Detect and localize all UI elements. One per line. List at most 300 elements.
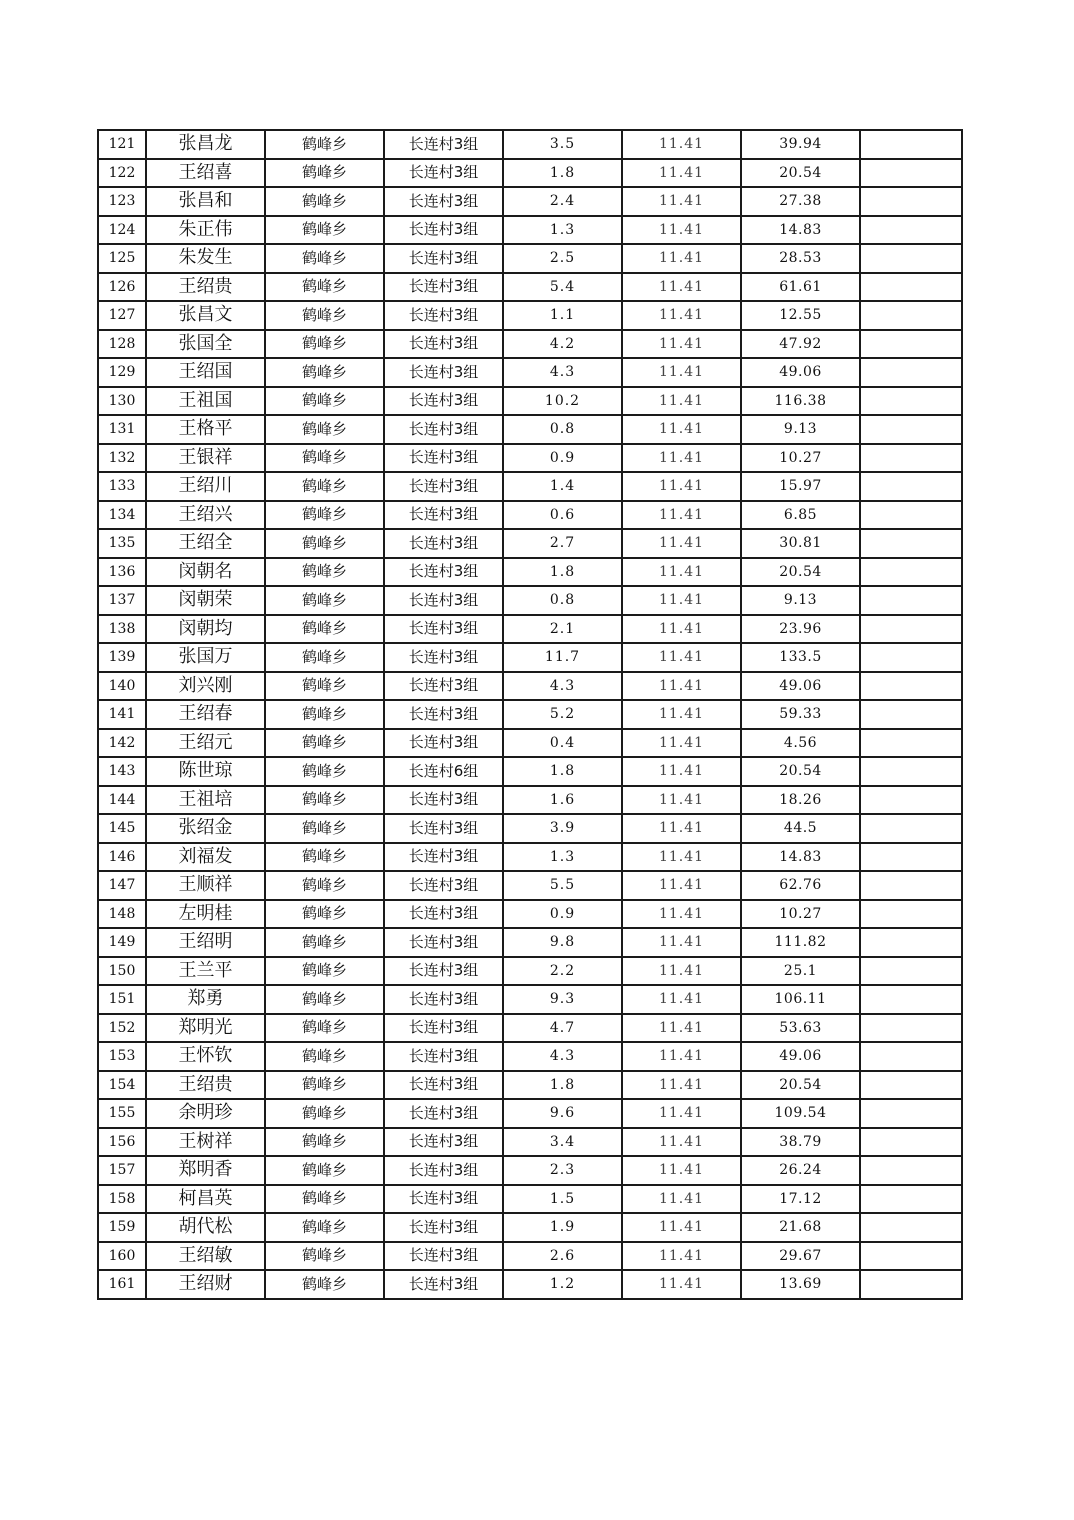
note-cell	[860, 1014, 962, 1043]
area-cell: 3.5	[503, 130, 622, 159]
rate-cell: 11.41	[622, 159, 741, 188]
area-cell: 4.7	[503, 1014, 622, 1043]
row-number-cell: 147	[98, 871, 146, 900]
amount-cell: 53.63	[741, 1014, 860, 1043]
village-group-cell: 长连村3组	[384, 273, 503, 302]
amount-cell: 20.54	[741, 159, 860, 188]
village-group-cell: 长连村3组	[384, 216, 503, 245]
village-group-cell: 长连村3组	[384, 643, 503, 672]
note-cell	[860, 1213, 962, 1242]
village-group-cell: 长连村3组	[384, 244, 503, 273]
row-number-cell: 146	[98, 843, 146, 872]
rate-cell: 11.41	[622, 928, 741, 957]
area-cell: 0.9	[503, 444, 622, 473]
name-cell: 闵朝均	[146, 615, 265, 644]
amount-cell: 47.92	[741, 330, 860, 359]
row-number-cell: 143	[98, 757, 146, 786]
village-group-cell: 长连村3组	[384, 1042, 503, 1071]
area-cell: 4.2	[503, 330, 622, 359]
village-group-cell: 长连村3组	[384, 301, 503, 330]
township-cell: 鹤峰乡	[265, 130, 384, 159]
area-cell: 0.4	[503, 729, 622, 758]
village-group-cell: 长连村3组	[384, 615, 503, 644]
area-cell: 1.3	[503, 216, 622, 245]
township-cell: 鹤峰乡	[265, 900, 384, 929]
note-cell	[860, 529, 962, 558]
area-cell: 1.8	[503, 558, 622, 587]
township-cell: 鹤峰乡	[265, 529, 384, 558]
area-cell: 1.3	[503, 843, 622, 872]
rate-cell: 11.41	[622, 130, 741, 159]
row-number-cell: 144	[98, 786, 146, 815]
township-cell: 鹤峰乡	[265, 1213, 384, 1242]
note-cell	[860, 1185, 962, 1214]
village-group-cell: 长连村3组	[384, 501, 503, 530]
row-number-cell: 153	[98, 1042, 146, 1071]
area-cell: 9.3	[503, 985, 622, 1014]
village-group-cell: 长连村3组	[384, 130, 503, 159]
name-cell: 张昌龙	[146, 130, 265, 159]
name-cell: 郑明香	[146, 1156, 265, 1185]
rate-cell: 11.41	[622, 1014, 741, 1043]
township-cell: 鹤峰乡	[265, 1156, 384, 1185]
table-row	[98, 786, 962, 815]
row-number-cell: 142	[98, 729, 146, 758]
amount-cell: 28.53	[741, 244, 860, 273]
table-row	[98, 244, 962, 273]
area-cell: 4.3	[503, 1042, 622, 1071]
note-cell	[860, 700, 962, 729]
note-cell	[860, 130, 962, 159]
table-row	[98, 1242, 962, 1271]
area-cell: 10.2	[503, 387, 622, 416]
rate-cell: 11.41	[622, 985, 741, 1014]
village-group-cell: 长连村3组	[384, 330, 503, 359]
amount-cell: 9.13	[741, 586, 860, 615]
table-row	[98, 1185, 962, 1214]
village-group-cell: 长连村3组	[384, 1071, 503, 1100]
note-cell	[860, 159, 962, 188]
amount-cell: 13.69	[741, 1270, 860, 1299]
table-row	[98, 301, 962, 330]
name-cell: 王绍贵	[146, 273, 265, 302]
table-body	[98, 130, 962, 1299]
area-cell: 3.9	[503, 814, 622, 843]
table-row	[98, 472, 962, 501]
village-group-cell: 长连村3组	[384, 900, 503, 929]
rate-cell: 11.41	[622, 358, 741, 387]
name-cell: 郑勇	[146, 985, 265, 1014]
village-group-cell: 长连村3组	[384, 729, 503, 758]
township-cell: 鹤峰乡	[265, 330, 384, 359]
township-cell: 鹤峰乡	[265, 757, 384, 786]
area-cell: 1.6	[503, 786, 622, 815]
name-cell: 王怀钦	[146, 1042, 265, 1071]
township-cell: 鹤峰乡	[265, 187, 384, 216]
amount-cell: 44.5	[741, 814, 860, 843]
note-cell	[860, 900, 962, 929]
note-cell	[860, 786, 962, 815]
amount-cell: 15.97	[741, 472, 860, 501]
row-number-cell: 130	[98, 387, 146, 416]
amount-cell: 39.94	[741, 130, 860, 159]
area-cell: 1.8	[503, 757, 622, 786]
row-number-cell: 156	[98, 1128, 146, 1157]
amount-cell: 61.61	[741, 273, 860, 302]
name-cell: 王绍全	[146, 529, 265, 558]
note-cell	[860, 871, 962, 900]
rate-cell: 11.41	[622, 558, 741, 587]
note-cell	[860, 1156, 962, 1185]
name-cell: 余明珍	[146, 1099, 265, 1128]
township-cell: 鹤峰乡	[265, 586, 384, 615]
name-cell: 朱正伟	[146, 216, 265, 245]
village-group-cell: 长连村3组	[384, 957, 503, 986]
amount-cell: 18.26	[741, 786, 860, 815]
note-cell	[860, 387, 962, 416]
amount-cell: 49.06	[741, 358, 860, 387]
township-cell: 鹤峰乡	[265, 358, 384, 387]
amount-cell: 26.24	[741, 1156, 860, 1185]
township-cell: 鹤峰乡	[265, 843, 384, 872]
township-cell: 鹤峰乡	[265, 1071, 384, 1100]
rate-cell: 11.41	[622, 330, 741, 359]
rate-cell: 11.41	[622, 586, 741, 615]
area-cell: 1.4	[503, 472, 622, 501]
village-group-cell: 长连村3组	[384, 586, 503, 615]
village-group-cell: 长连村3组	[384, 672, 503, 701]
township-cell: 鹤峰乡	[265, 1270, 384, 1299]
amount-cell: 4.56	[741, 729, 860, 758]
area-cell: 5.5	[503, 871, 622, 900]
note-cell	[860, 814, 962, 843]
area-cell: 9.8	[503, 928, 622, 957]
village-group-cell: 长连村3组	[384, 387, 503, 416]
village-group-cell: 长连村3组	[384, 1156, 503, 1185]
amount-cell: 25.1	[741, 957, 860, 986]
name-cell: 左明桂	[146, 900, 265, 929]
township-cell: 鹤峰乡	[265, 672, 384, 701]
table-row	[98, 130, 962, 159]
area-cell: 1.8	[503, 159, 622, 188]
table-row	[98, 985, 962, 1014]
area-cell: 9.6	[503, 1099, 622, 1128]
rate-cell: 11.41	[622, 643, 741, 672]
row-number-cell: 155	[98, 1099, 146, 1128]
name-cell: 张昌文	[146, 301, 265, 330]
note-cell	[860, 501, 962, 530]
name-cell: 王绍明	[146, 928, 265, 957]
township-cell: 鹤峰乡	[265, 444, 384, 473]
village-group-cell: 长连村3组	[384, 415, 503, 444]
amount-cell: 20.54	[741, 1071, 860, 1100]
area-cell: 11.7	[503, 643, 622, 672]
township-cell: 鹤峰乡	[265, 387, 384, 416]
village-group-cell: 长连村3组	[384, 1014, 503, 1043]
name-cell: 王绍喜	[146, 159, 265, 188]
row-number-cell: 151	[98, 985, 146, 1014]
village-group-cell: 长连村3组	[384, 159, 503, 188]
row-number-cell: 123	[98, 187, 146, 216]
township-cell: 鹤峰乡	[265, 1185, 384, 1214]
name-cell: 柯昌英	[146, 1185, 265, 1214]
rate-cell: 11.41	[622, 700, 741, 729]
rate-cell: 11.41	[622, 843, 741, 872]
amount-cell: 9.13	[741, 415, 860, 444]
area-cell: 2.1	[503, 615, 622, 644]
note-cell	[860, 472, 962, 501]
rate-cell: 11.41	[622, 1042, 741, 1071]
rate-cell: 11.41	[622, 871, 741, 900]
rate-cell: 11.41	[622, 529, 741, 558]
row-number-cell: 160	[98, 1242, 146, 1271]
rate-cell: 11.41	[622, 1185, 741, 1214]
rate-cell: 11.41	[622, 501, 741, 530]
table-row	[98, 159, 962, 188]
note-cell	[860, 444, 962, 473]
name-cell: 王祖培	[146, 786, 265, 815]
township-cell: 鹤峰乡	[265, 814, 384, 843]
amount-cell: 133.5	[741, 643, 860, 672]
name-cell: 王绍贵	[146, 1071, 265, 1100]
table-row	[98, 558, 962, 587]
row-number-cell: 161	[98, 1270, 146, 1299]
amount-cell: 10.27	[741, 444, 860, 473]
rate-cell: 11.41	[622, 1213, 741, 1242]
row-number-cell: 128	[98, 330, 146, 359]
rate-cell: 11.41	[622, 957, 741, 986]
township-cell: 鹤峰乡	[265, 871, 384, 900]
note-cell	[860, 1128, 962, 1157]
note-cell	[860, 301, 962, 330]
table-row	[98, 957, 962, 986]
village-group-cell: 长连村3组	[384, 472, 503, 501]
row-number-cell: 131	[98, 415, 146, 444]
row-number-cell: 134	[98, 501, 146, 530]
name-cell: 王绍元	[146, 729, 265, 758]
amount-cell: 20.54	[741, 757, 860, 786]
area-cell: 2.7	[503, 529, 622, 558]
rate-cell: 11.41	[622, 1242, 741, 1271]
area-cell: 4.3	[503, 672, 622, 701]
row-number-cell: 149	[98, 928, 146, 957]
area-cell: 2.4	[503, 187, 622, 216]
area-cell: 2.3	[503, 1156, 622, 1185]
table-row	[98, 615, 962, 644]
table-row	[98, 1213, 962, 1242]
subsidy-table	[97, 129, 963, 1300]
village-group-cell: 长连村3组	[384, 928, 503, 957]
amount-cell: 10.27	[741, 900, 860, 929]
village-group-cell: 长连村3组	[384, 786, 503, 815]
name-cell: 胡代松	[146, 1213, 265, 1242]
area-cell: 1.5	[503, 1185, 622, 1214]
area-cell: 2.2	[503, 957, 622, 986]
row-number-cell: 148	[98, 900, 146, 929]
township-cell: 鹤峰乡	[265, 501, 384, 530]
table-row	[98, 1071, 962, 1100]
table-row	[98, 415, 962, 444]
township-cell: 鹤峰乡	[265, 700, 384, 729]
note-cell	[860, 216, 962, 245]
table-row	[98, 643, 962, 672]
note-cell	[860, 672, 962, 701]
rate-cell: 11.41	[622, 273, 741, 302]
township-cell: 鹤峰乡	[265, 273, 384, 302]
village-group-cell: 长连村3组	[384, 529, 503, 558]
row-number-cell: 126	[98, 273, 146, 302]
township-cell: 鹤峰乡	[265, 1242, 384, 1271]
table-row	[98, 1014, 962, 1043]
area-cell: 5.2	[503, 700, 622, 729]
rate-cell: 11.41	[622, 387, 741, 416]
name-cell: 闵朝荣	[146, 586, 265, 615]
note-cell	[860, 1242, 962, 1271]
village-group-cell: 长连村3组	[384, 1099, 503, 1128]
village-group-cell: 长连村3组	[384, 444, 503, 473]
name-cell: 张国全	[146, 330, 265, 359]
table-row	[98, 1128, 962, 1157]
rate-cell: 11.41	[622, 301, 741, 330]
rate-cell: 11.41	[622, 615, 741, 644]
note-cell	[860, 1270, 962, 1299]
amount-cell: 17.12	[741, 1185, 860, 1214]
township-cell: 鹤峰乡	[265, 957, 384, 986]
rate-cell: 11.41	[622, 1128, 741, 1157]
village-group-cell: 长连村3组	[384, 843, 503, 872]
row-number-cell: 137	[98, 586, 146, 615]
table-row	[98, 529, 962, 558]
township-cell: 鹤峰乡	[265, 786, 384, 815]
township-cell: 鹤峰乡	[265, 1014, 384, 1043]
township-cell: 鹤峰乡	[265, 1042, 384, 1071]
row-number-cell: 133	[98, 472, 146, 501]
note-cell	[860, 415, 962, 444]
area-cell: 1.1	[503, 301, 622, 330]
table-row	[98, 814, 962, 843]
name-cell: 闵朝名	[146, 558, 265, 587]
rate-cell: 11.41	[622, 900, 741, 929]
name-cell: 王绍春	[146, 700, 265, 729]
township-cell: 鹤峰乡	[265, 985, 384, 1014]
township-cell: 鹤峰乡	[265, 1128, 384, 1157]
row-number-cell: 125	[98, 244, 146, 273]
row-number-cell: 158	[98, 1185, 146, 1214]
rate-cell: 11.41	[622, 1071, 741, 1100]
area-cell: 2.6	[503, 1242, 622, 1271]
table-row	[98, 501, 962, 530]
row-number-cell: 145	[98, 814, 146, 843]
row-number-cell: 154	[98, 1071, 146, 1100]
area-cell: 1.8	[503, 1071, 622, 1100]
area-cell: 0.8	[503, 586, 622, 615]
table-row	[98, 1042, 962, 1071]
table-row	[98, 1270, 962, 1299]
table-row	[98, 330, 962, 359]
rate-cell: 11.41	[622, 216, 741, 245]
name-cell: 刘福发	[146, 843, 265, 872]
amount-cell: 23.96	[741, 615, 860, 644]
name-cell: 王银祥	[146, 444, 265, 473]
village-group-cell: 长连村3组	[384, 1213, 503, 1242]
rate-cell: 11.41	[622, 1270, 741, 1299]
name-cell: 张昌和	[146, 187, 265, 216]
rate-cell: 11.41	[622, 187, 741, 216]
area-cell: 0.9	[503, 900, 622, 929]
area-cell: 1.9	[503, 1213, 622, 1242]
row-number-cell: 136	[98, 558, 146, 587]
name-cell: 王兰平	[146, 957, 265, 986]
township-cell: 鹤峰乡	[265, 558, 384, 587]
note-cell	[860, 643, 962, 672]
row-number-cell: 121	[98, 130, 146, 159]
rate-cell: 11.41	[622, 729, 741, 758]
name-cell: 王格平	[146, 415, 265, 444]
amount-cell: 14.83	[741, 843, 860, 872]
row-number-cell: 141	[98, 700, 146, 729]
village-group-cell: 长连村3组	[384, 814, 503, 843]
amount-cell: 21.68	[741, 1213, 860, 1242]
note-cell	[860, 843, 962, 872]
name-cell: 王绍国	[146, 358, 265, 387]
village-group-cell: 长连村3组	[384, 1242, 503, 1271]
note-cell	[860, 928, 962, 957]
row-number-cell: 132	[98, 444, 146, 473]
amount-cell: 12.55	[741, 301, 860, 330]
note-cell	[860, 615, 962, 644]
village-group-cell: 长连村3组	[384, 1270, 503, 1299]
village-group-cell: 长连村3组	[384, 985, 503, 1014]
row-number-cell: 139	[98, 643, 146, 672]
township-cell: 鹤峰乡	[265, 615, 384, 644]
rate-cell: 11.41	[622, 786, 741, 815]
row-number-cell: 127	[98, 301, 146, 330]
table-row	[98, 273, 962, 302]
row-number-cell: 152	[98, 1014, 146, 1043]
rate-cell: 11.41	[622, 672, 741, 701]
township-cell: 鹤峰乡	[265, 472, 384, 501]
table-row	[98, 729, 962, 758]
amount-cell: 49.06	[741, 1042, 860, 1071]
table-row	[98, 700, 962, 729]
amount-cell: 29.67	[741, 1242, 860, 1271]
rate-cell: 11.41	[622, 814, 741, 843]
rate-cell: 11.41	[622, 757, 741, 786]
area-cell: 0.8	[503, 415, 622, 444]
note-cell	[860, 729, 962, 758]
name-cell: 郑明光	[146, 1014, 265, 1043]
township-cell: 鹤峰乡	[265, 1099, 384, 1128]
name-cell: 朱发生	[146, 244, 265, 273]
amount-cell: 6.85	[741, 501, 860, 530]
amount-cell: 27.38	[741, 187, 860, 216]
amount-cell: 59.33	[741, 700, 860, 729]
table-row	[98, 444, 962, 473]
township-cell: 鹤峰乡	[265, 928, 384, 957]
table-row	[98, 1156, 962, 1185]
rate-cell: 11.41	[622, 444, 741, 473]
note-cell	[860, 330, 962, 359]
village-group-cell: 长连村3组	[384, 1185, 503, 1214]
note-cell	[860, 985, 962, 1014]
amount-cell: 62.76	[741, 871, 860, 900]
note-cell	[860, 1042, 962, 1071]
area-cell: 1.2	[503, 1270, 622, 1299]
table-row	[98, 1099, 962, 1128]
note-cell	[860, 957, 962, 986]
area-cell: 0.6	[503, 501, 622, 530]
rate-cell: 11.41	[622, 1156, 741, 1185]
